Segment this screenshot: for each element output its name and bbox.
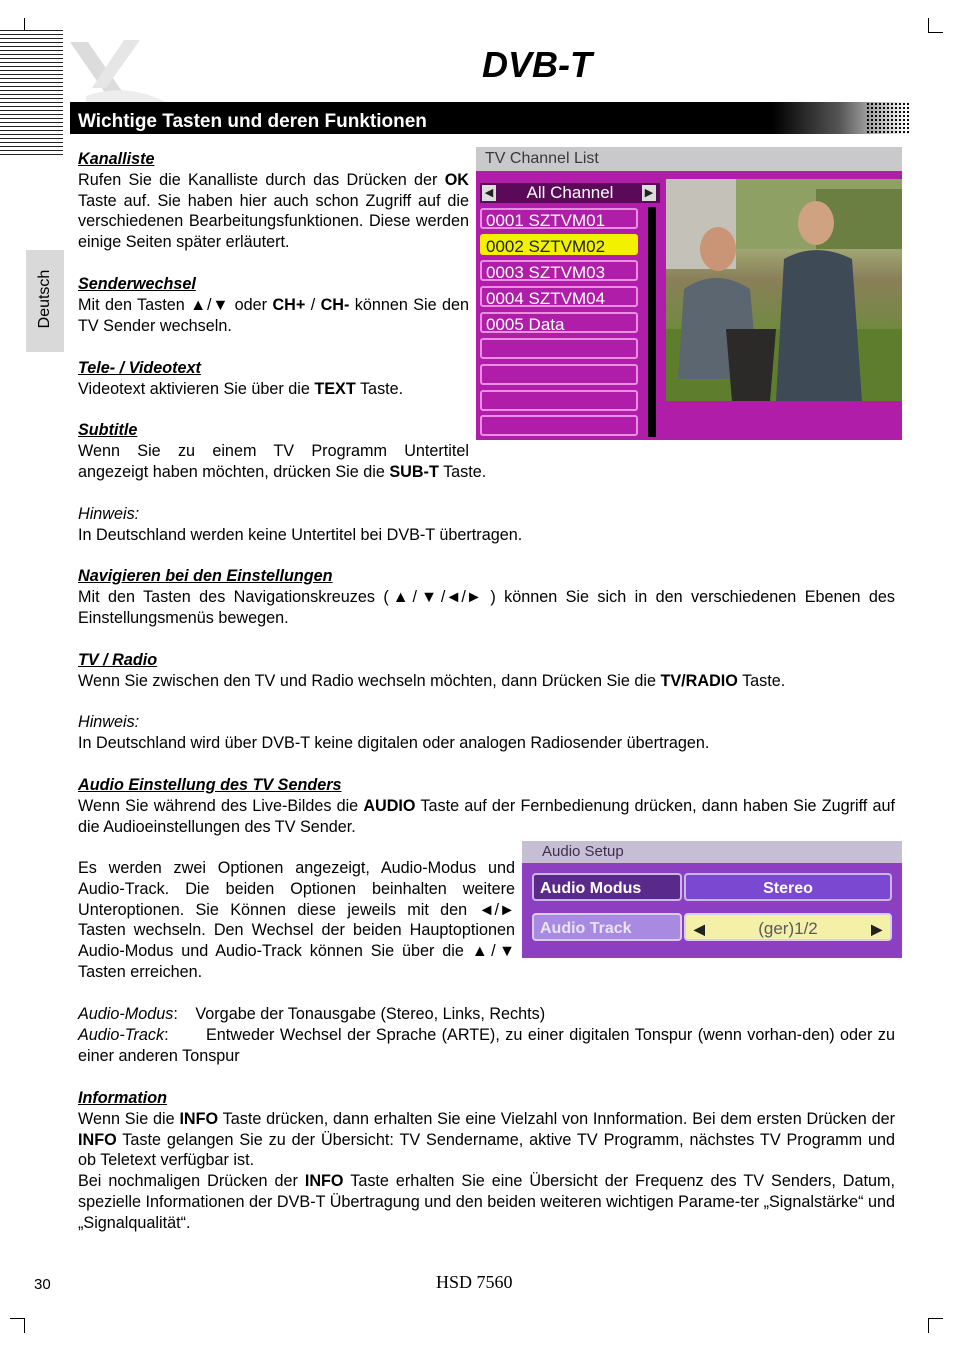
key-ch-plus: CH+ xyxy=(272,295,306,314)
key-tv-radio: TV/RADIO xyxy=(660,671,738,690)
senderwechsel-paragraph xyxy=(78,295,469,337)
navigieren-paragraph: Mit den Tasten des Navigationskreuzes (▲/▼/◄/► ) können Sie sich in den verschiedenen Ebenen des Einstellungsmenüs bewegen. xyxy=(78,587,895,627)
text: Taste erhalten Sie eine Übersicht der Frequenz des TV Senders, Datum, spezielle Informationen der DVB-T Übertragung und den beiden weiteren wichtigen Parame-ter „Signalstärke“ und „Signalqualität“. xyxy=(78,1172,895,1232)
audio-definitions xyxy=(78,1004,895,1066)
term: Audio-Track xyxy=(78,1025,165,1044)
text: Taste. xyxy=(443,462,487,481)
hinweis-radio xyxy=(78,712,895,754)
key-info: INFO xyxy=(78,1130,117,1149)
text: Mit den Tasten ▲/▼ oder xyxy=(78,295,268,314)
text: Taste. xyxy=(742,671,786,690)
language-tab xyxy=(26,250,64,352)
text: / xyxy=(310,295,316,314)
page-title: DVB-T xyxy=(482,44,592,85)
term: Audio-Modus xyxy=(78,1005,174,1023)
crop-mark-bottom-left xyxy=(10,1318,25,1333)
header-stripes xyxy=(0,30,63,158)
key-ch-minus: CH- xyxy=(320,295,350,314)
tvradio-heading: TV / Radio xyxy=(78,651,158,669)
channel-row: 0005 Data xyxy=(480,312,638,333)
group-prev-icon: ◀ xyxy=(482,185,496,201)
text: können Sie den TV Sender wechseln. xyxy=(78,295,470,335)
tv-channel-list-screenshot xyxy=(476,147,902,440)
track-prev-icon: ◀ xyxy=(694,921,705,937)
hinweis-text: In Deutschland werden keine Untertitel bei DVB-T übertragen. xyxy=(78,525,523,544)
navigieren-heading: Navigieren bei den Einstellungen xyxy=(78,567,333,585)
navigieren-section xyxy=(78,566,895,628)
text: angezeigt haben möchten, drücken Sie die xyxy=(78,462,385,481)
channel-list-scrollbar xyxy=(648,207,656,437)
information-paragraph-1 xyxy=(78,1109,895,1171)
text: Taste. xyxy=(359,379,404,398)
subtitle-line2 xyxy=(78,462,895,483)
key-sub-t: SUB-T xyxy=(389,462,439,481)
information-section xyxy=(78,1088,895,1234)
videotext-section xyxy=(78,358,469,400)
definition: Vorgabe der Tonausgabe (Stereo, Links, Rechts) xyxy=(195,1005,546,1023)
header-dot-pattern xyxy=(866,102,910,134)
subtitle-section xyxy=(78,420,895,482)
information-paragraph-2 xyxy=(78,1171,895,1233)
audio-track-definition-text: Entweder Wechsel der Sprache (ARTE), zu einer digitalen Tonspur (wenn vorhan-den) oder zu einer anderen Tonspur xyxy=(78,1025,895,1065)
audio-setup-title: Audio Setup xyxy=(522,841,902,863)
text: Bei nochmaligen Drücken der xyxy=(78,1172,298,1191)
audio-modus-label: Audio Modus xyxy=(532,873,682,901)
audio-section xyxy=(78,775,895,837)
information-heading: Information xyxy=(78,1089,168,1107)
colon: : xyxy=(173,1005,178,1023)
key-text: TEXT xyxy=(314,379,356,398)
hinweis-text: In Deutschland wird über DVB-T keine digitalen oder analogen Radiosender übertragen. xyxy=(78,733,710,752)
language-tab-label: Deutsch xyxy=(36,269,53,329)
kanalliste-section xyxy=(78,149,469,253)
audio-modus-definition xyxy=(78,1004,895,1025)
text: Wenn Sie während des Live-Bildes die xyxy=(78,796,359,815)
tv-channel-list-title: TV Channel List xyxy=(476,147,902,171)
model-name: HSD 7560 xyxy=(436,1272,513,1292)
channel-row-selected: 0002 SZTVM02 xyxy=(480,234,638,255)
section-header-bar xyxy=(70,102,906,134)
channel-row: 0003 SZTVM03 xyxy=(480,260,638,281)
hinweis-untertitel xyxy=(78,504,895,546)
text: Taste drücken, dann erhalten Sie eine Vielzahl von Innformation. Bei dem ersten Drücken der xyxy=(222,1109,895,1128)
audio-modus-value: Stereo xyxy=(684,873,892,901)
kanalliste-heading: Kanalliste xyxy=(78,150,155,168)
text: Wenn Sie zwischen den TV und Radio wechseln möchten, dann Drücken Sie die xyxy=(78,671,656,690)
tvradio-paragraph xyxy=(78,671,895,692)
audio-heading: Audio Einstellung des TV Senders xyxy=(78,776,342,794)
key-info: INFO xyxy=(304,1172,344,1191)
subtitle-heading: Subtitle xyxy=(78,421,138,439)
channel-row: 0004 SZTVM04 xyxy=(480,286,638,307)
tv-preview-image xyxy=(666,179,902,401)
text: Taste auf. Sie haben hier auch schon Zugriff auf die verschiedenen Bearbeitungsfunktionen. Diese werden einige Seiten später erläutert. xyxy=(78,191,469,252)
hinweis-label: Hinweis: xyxy=(78,713,140,731)
audio-track-label: Audio Track xyxy=(532,913,682,941)
hinweis-label: Hinweis: xyxy=(78,505,140,523)
crop-mark-bottom-right xyxy=(928,1318,943,1333)
key-info: INFO xyxy=(179,1109,219,1128)
tvradio-section xyxy=(78,650,895,692)
text: Taste gelangen Sie zu der Übersicht: TV Sendername, aktive TV Programm, nächstes TV Programm und ob Teletext verfügbar ist. xyxy=(78,1130,895,1170)
channel-row-empty xyxy=(480,364,638,385)
text: Videotext aktivieren Sie über die xyxy=(78,379,310,398)
key-audio: AUDIO xyxy=(363,796,416,815)
text: Wenn Sie die xyxy=(78,1109,175,1128)
track-next-icon: ▶ xyxy=(871,921,882,937)
subtitle-line1: Wenn Sie zu einem TV Programm Untertitel xyxy=(78,441,469,460)
term-wrap: Audio-Track: xyxy=(78,1025,169,1044)
channel-row-empty xyxy=(480,390,638,411)
kanalliste-paragraph xyxy=(78,170,469,253)
key-ok: OK xyxy=(444,170,469,189)
channel-row-empty xyxy=(480,338,638,359)
brand-x-logo xyxy=(66,36,166,106)
senderwechsel-heading: Senderwechsel xyxy=(78,275,196,293)
channel-row: 0001 SZTVM01 xyxy=(480,208,638,229)
senderwechsel-section xyxy=(78,274,469,336)
crop-mark-top-right xyxy=(928,18,943,33)
videotext-paragraph xyxy=(78,379,469,400)
audio-setup-screenshot xyxy=(522,841,902,958)
videotext-heading: Tele- / Videotext xyxy=(78,359,201,377)
audio-track-value-box xyxy=(684,913,892,941)
section-title: Wichtige Tasten und deren Funktionen xyxy=(78,111,427,132)
page-number: 30 xyxy=(34,1276,51,1293)
text: Rufen Sie die Kanalliste durch das Drücken der xyxy=(78,170,438,189)
channel-group-label: All Channel xyxy=(480,183,660,203)
audio-track-value: (ger)1/2 xyxy=(758,919,818,938)
text: Taste auf der Fernbedienung drücken, dann haben Sie Zugriff auf die Audioeinstellungen des TV Sender. xyxy=(78,796,895,836)
audio-paragraph xyxy=(78,796,895,838)
audio-options-paragraph: Es werden zwei Optionen angezeigt, Audio-Modus und Audio-Track. Die beiden Optionen beinhalten weitere Unteroptionen. Sie Können diese jeweils mit den ◄/► Tasten wechseln. Den Wechsel der beiden Hauptoptionen Audio-Modus und Audio-Track können Sie über die ▲/▼ Tasten erreichen. xyxy=(78,859,515,981)
group-next-icon: ▶ xyxy=(642,185,656,201)
